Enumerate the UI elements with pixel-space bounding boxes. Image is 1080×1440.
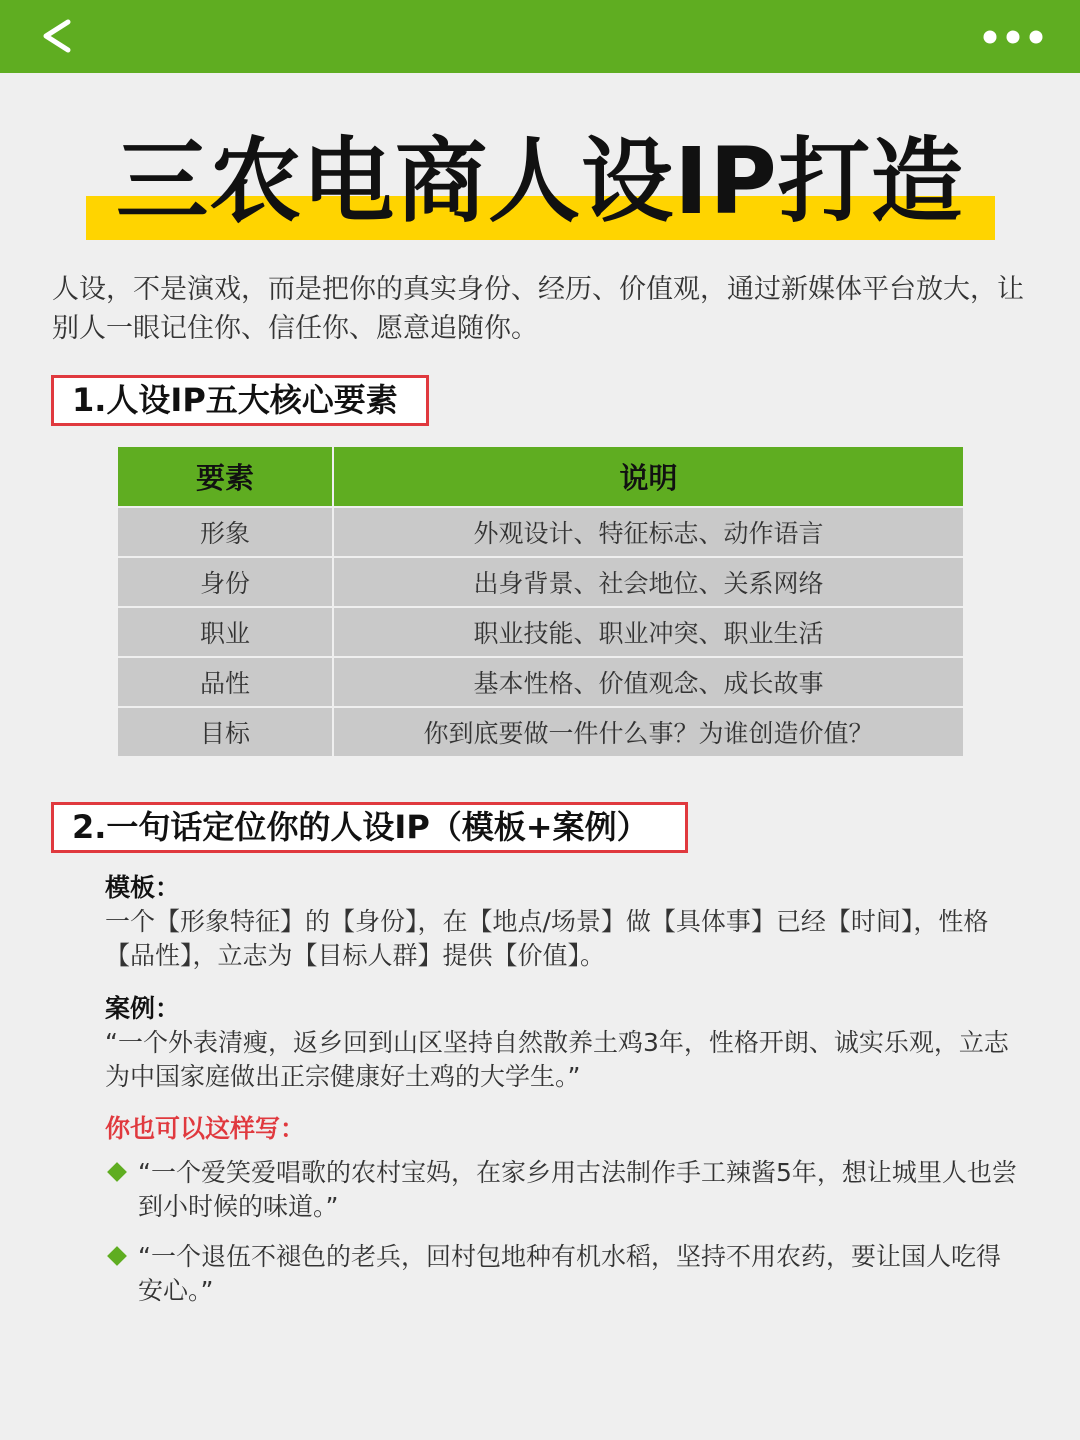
table-cell-element: 品性 (117, 657, 333, 707)
table-cell-element: 身份 (117, 557, 333, 607)
table-row (117, 657, 964, 707)
list-item-text: “一个退伍不褪色的老兵，回村包地种有机水稻，坚持不用农药，要让国人吃得安心。” (138, 1242, 1001, 1305)
table-cell-element: 目标 (117, 707, 333, 757)
table-cell-description: 你到底要做一件什么事？为谁创造价值？ (333, 707, 964, 757)
template-text: 一个【形象特征】的【身份】，在【地点/场景】做【具体事】已经【时间】，性格【品性】，立志为【目标人群】提供【价值】。 (105, 907, 989, 970)
table-header-description: 说明 (333, 446, 964, 507)
page-title: 三农电商人设IP打造 (116, 128, 964, 235)
table-cell-description: 职业技能、职业冲突、职业生活 (333, 607, 964, 657)
core-elements-table (116, 445, 965, 758)
intro-paragraph: 人设，不是演戏，而是把你的真实身份、经历、价值观，通过新媒体平台放大，让别人一眼记住你、信任你、愿意追随你。 (52, 274, 1024, 344)
table-cell-element: 形象 (117, 507, 333, 557)
case-text: “一个外表清瘦，返乡回到山区坚持自然散养土鸡3年，性格开朗、诚实乐观，立志为中国家庭做出正宗健康好土鸡的大学生。” (105, 1028, 1009, 1091)
back-button[interactable] (36, 14, 80, 58)
title-area (0, 120, 1080, 250)
table-cell-description: 基本性格、价值观念、成长故事 (333, 657, 964, 707)
case-block (105, 992, 1025, 1094)
table-header-element: 要素 (117, 446, 333, 507)
template-block (105, 871, 1025, 973)
list-item (108, 1240, 1018, 1308)
more-button[interactable] (982, 22, 1044, 52)
section-2-heading: 2.一句话定位你的人设IP（模板+案例） (51, 802, 688, 853)
table-cell-description: 出身背景、社会地位、关系网络 (333, 557, 964, 607)
alternative-label: 你也可以这样写： (105, 1114, 306, 1143)
list-item (108, 1156, 1018, 1224)
table-row (117, 507, 964, 557)
table-row (117, 707, 964, 757)
diamond-bullet-icon (107, 1246, 127, 1266)
table-cell-element: 职业 (117, 607, 333, 657)
template-label: 模板： (105, 873, 181, 902)
diamond-bullet-icon (107, 1162, 127, 1182)
table-header-row (117, 446, 964, 507)
case-label: 案例： (105, 994, 181, 1023)
more-horizontal-icon (982, 22, 1044, 52)
list-item-text: “一个爱笑爱唱歌的农村宝妈，在家乡用古法制作手工辣酱5年，想让城里人也尝到小时候的味道。” (138, 1158, 1017, 1221)
section-1-heading: 1.人设IP五大核心要素 (51, 375, 429, 426)
chevron-left-icon (36, 14, 80, 58)
top-bar (0, 0, 1080, 73)
table-cell-description: 外观设计、特征标志、动作语言 (333, 507, 964, 557)
table-row (117, 607, 964, 657)
table-row (117, 557, 964, 607)
